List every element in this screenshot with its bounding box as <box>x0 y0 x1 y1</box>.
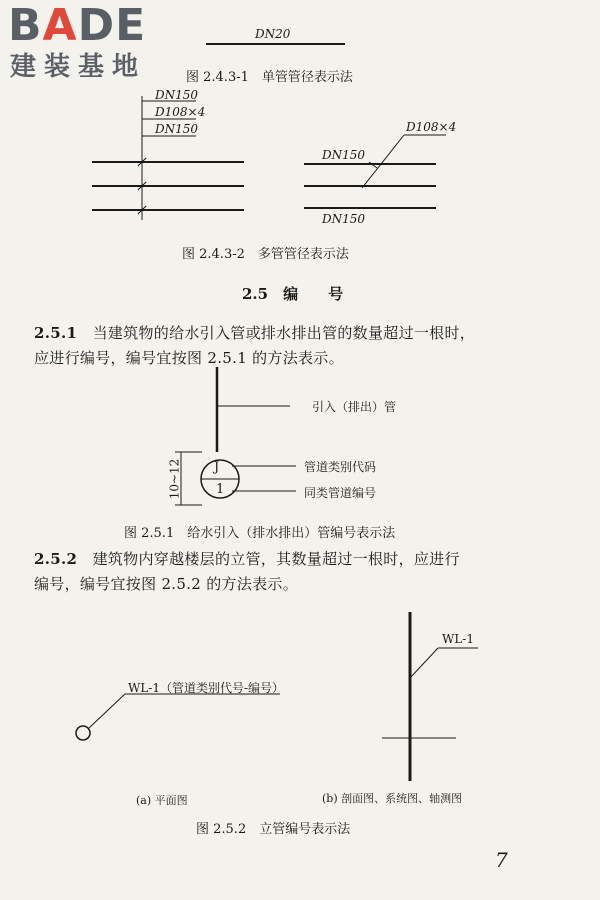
paragraph-2-5-1-line1: 2.5.1 当建筑物的给水引入管或排水排出管的数量超过一根时， <box>34 324 476 342</box>
riser-plan-label: WL-1（管道类别代号-编号） <box>128 681 285 695</box>
label-inlet-pipe: 引入（排出）管 <box>312 400 397 414</box>
paragraph-2-5-1-line2: 应进行编号，编号宜按图 2.5.1 的方法表示。 <box>34 349 344 367</box>
left-label-dn150-top: DN150 <box>155 88 199 102</box>
right-label-dn150-top: DN150 <box>322 148 366 162</box>
left-label-dn150-bottom: DN150 <box>155 122 199 136</box>
dimension-label: 10~12 <box>167 458 182 500</box>
page-number: 7 <box>495 848 508 872</box>
figure-caption-2-4-3-2: 图 2.4.3-2 多管管径表示法 <box>182 247 349 262</box>
multi-pipe-right <box>304 135 446 208</box>
single-pipe-dn-label: DN20 <box>255 27 291 41</box>
riser-section-label: WL-1 <box>442 632 474 646</box>
sub-caption-b: (b) 剖面图、系统图、轴测图 <box>322 792 463 805</box>
inlet-pipe-symbol <box>175 367 296 505</box>
paragraph-2-5-2-line2: 编号，编号宜按图 2.5.2 的方法表示。 <box>34 575 299 593</box>
circle-number-1: 1 <box>216 482 225 497</box>
section-title: 2.5 编 号 <box>242 285 344 303</box>
sub-caption-a: (a) 平面图 <box>136 794 188 807</box>
figure-caption-2-5-2: 图 2.5.2 立管编号表示法 <box>196 822 351 837</box>
label-pipe-type-code: 管道类别代码 <box>304 460 377 474</box>
paragraph-2-5-2-line1: 2.5.2 建筑物内穿越楼层的立管，其数量超过一根时，应进行 <box>34 550 460 568</box>
riser-plan-symbol <box>76 694 280 740</box>
figure-caption-2-4-3-1: 图 2.4.3-1 单管管径表示法 <box>186 70 353 85</box>
right-label-dn150-bottom: DN150 <box>322 212 366 226</box>
left-label-d108: D108×4 <box>155 105 206 119</box>
brand-logo: BADE <box>8 0 147 51</box>
brand-logo-chinese: 建装基地 <box>10 52 147 82</box>
figure-caption-2-5-1: 图 2.5.1 给水引入（排水排出）管编号表示法 <box>124 526 396 541</box>
label-pipe-number: 同类管道编号 <box>304 486 377 500</box>
circle-code-j: J <box>214 460 220 475</box>
right-label-d108: D108×4 <box>406 120 457 134</box>
